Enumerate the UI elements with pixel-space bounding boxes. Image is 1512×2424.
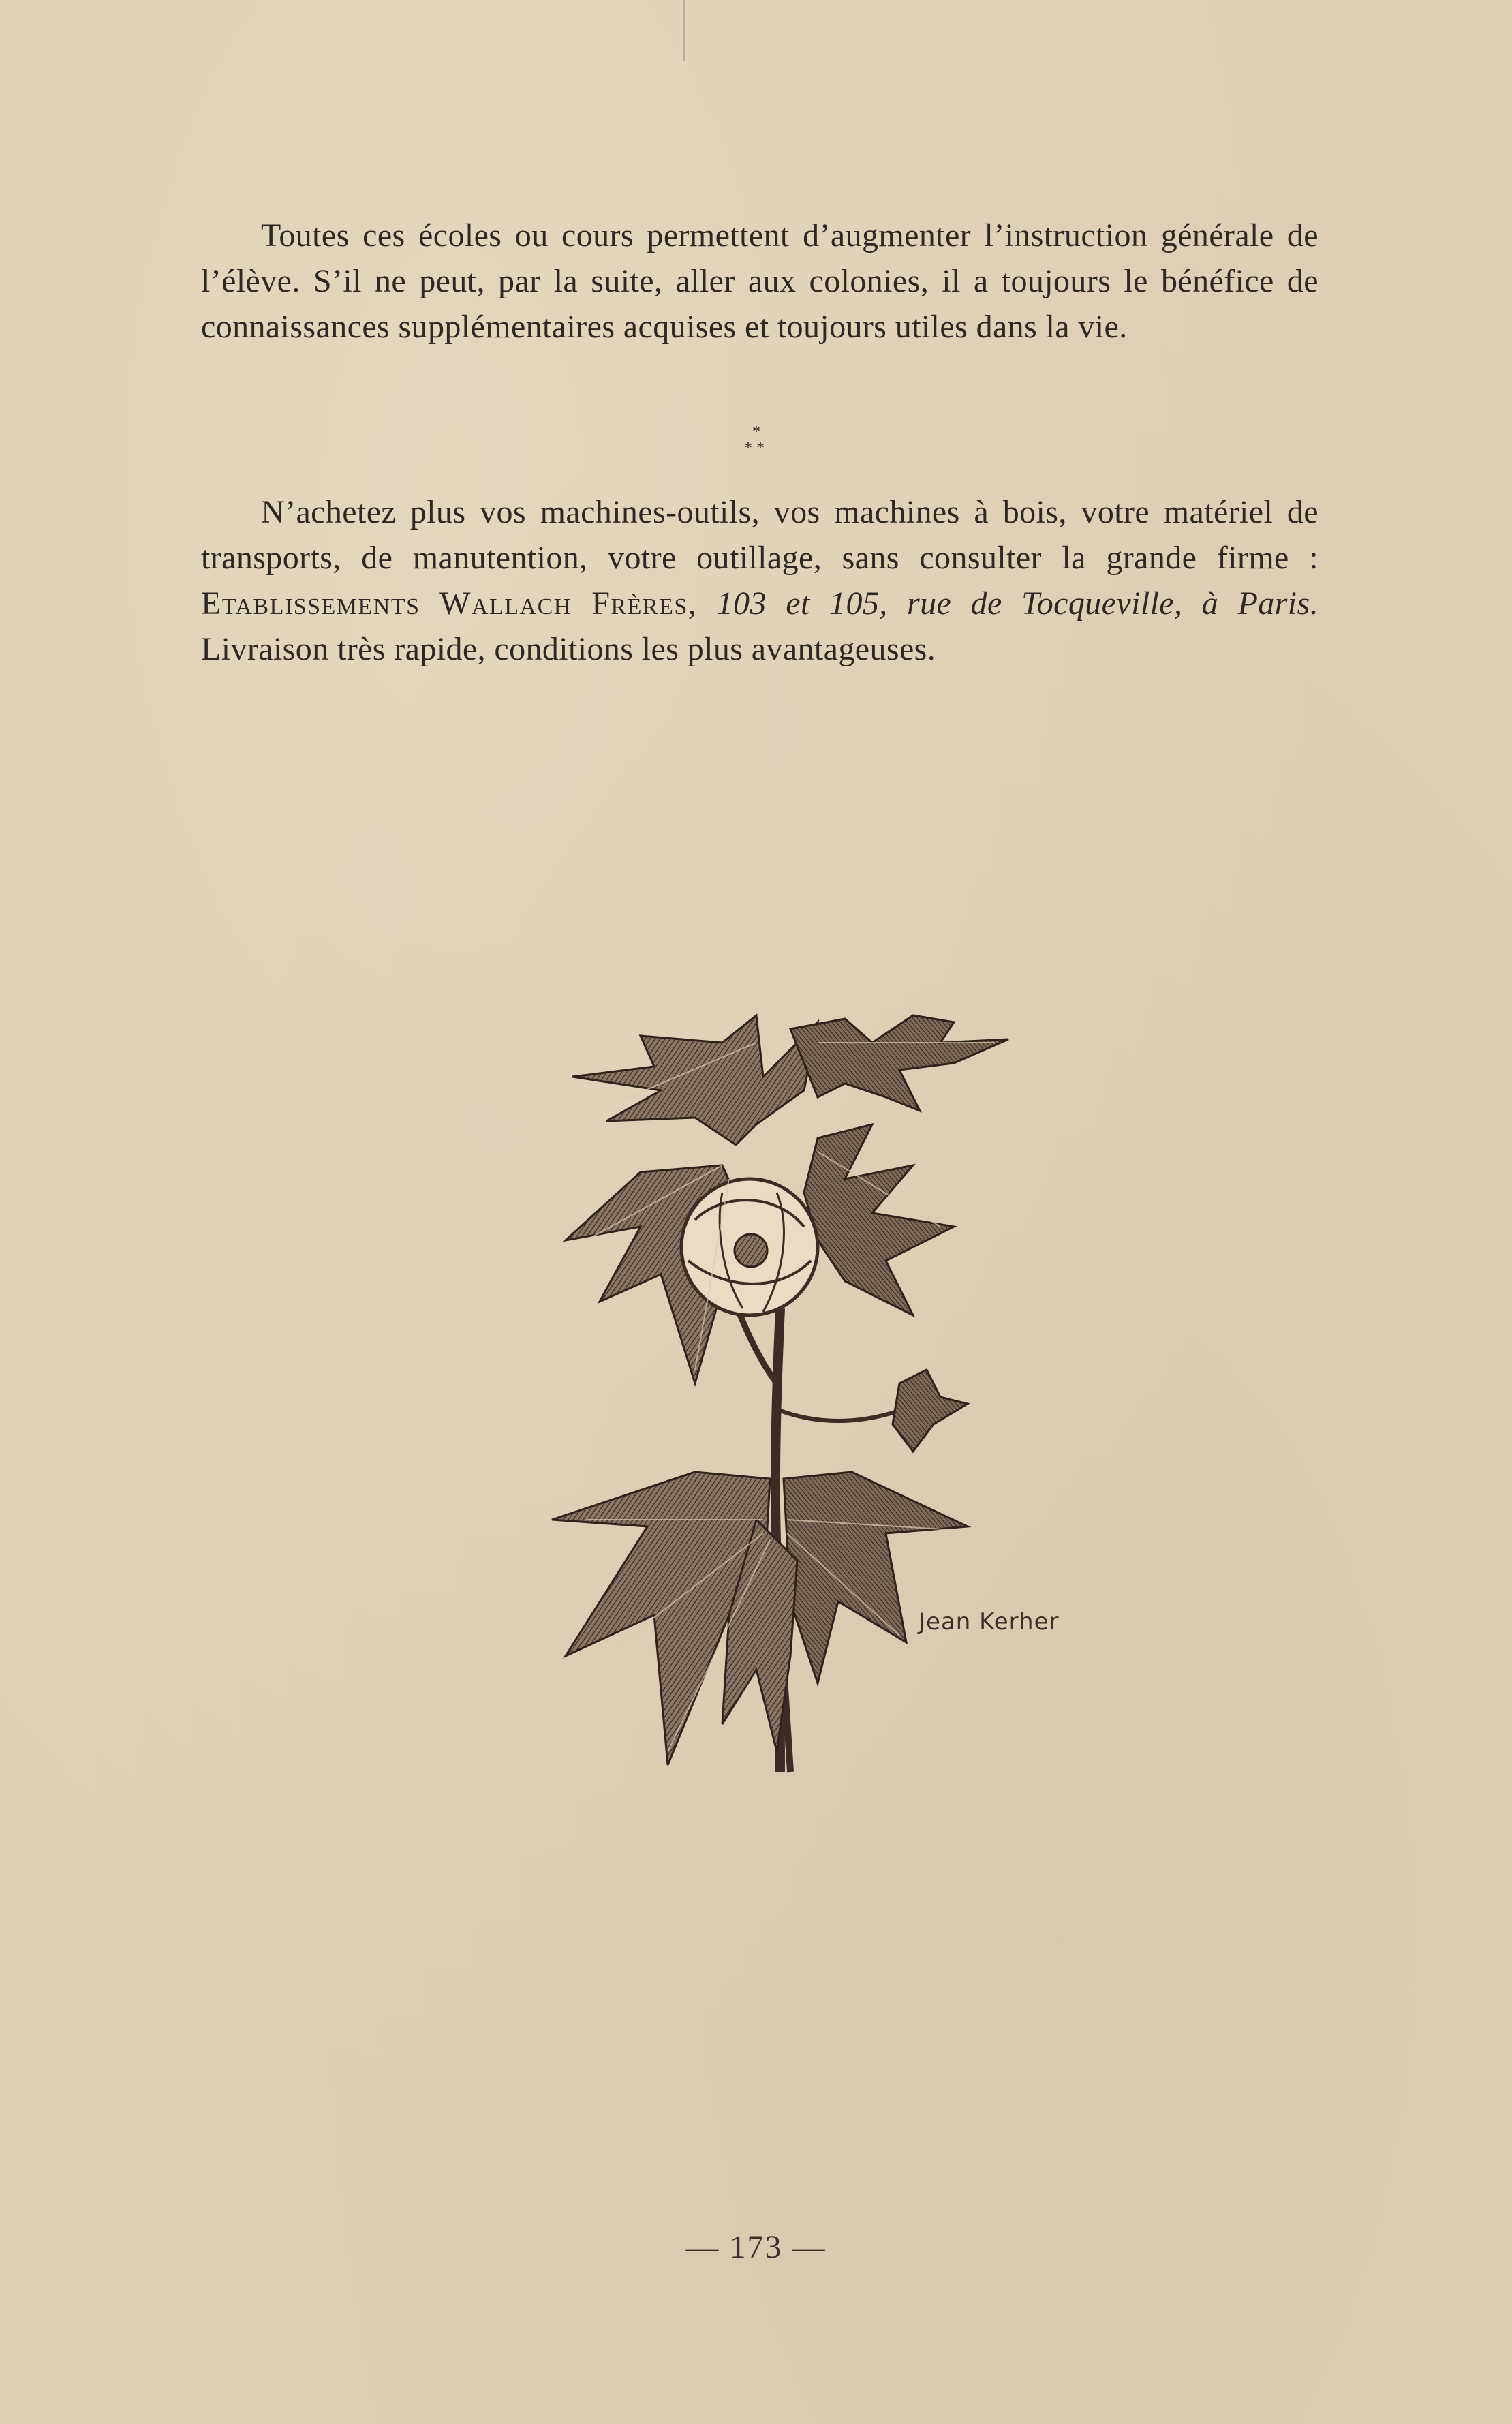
artist-signature: Jean Kerher [919,1608,1060,1636]
firm-address: 103 et 105, rue de Tocqueville, à Paris. [697,585,1318,622]
asterism-top: * [752,423,760,441]
binding-mark [683,0,685,61]
firm-name: Etablissements Wallach Frères, [201,585,698,622]
lower-right-leaf [784,1472,968,1683]
page-number: — 173 — [685,2229,827,2265]
middle-right-leaf [804,1124,954,1315]
side-branch [780,1411,899,1421]
flower-bud [893,1370,968,1452]
cotton-plant-illustration [436,1002,1111,1785]
asterism-separator [736,424,777,458]
cotton-flower [681,1179,818,1315]
paragraph-schools-text: Toutes ces écoles ou cours permettent d’augmenter l’instruction générale de l’élève. S’il ne peut, par la suite, aller aux colonies, il a toujours le bénéfice de connaissances supplémentaires acquises et toujours utiles dans la vie. [201,217,1318,345]
advertisement-conditions: Livraison très rapide, conditions les plus avantageuses. [201,631,936,667]
advertisement-text [201,489,1318,672]
paragraph-advertisement [201,489,1318,672]
paragraph-schools [201,213,1318,350]
asterism-bottom: ** [744,440,769,457]
top-right-leaf [790,1015,1008,1111]
top-left-leaf [572,1015,818,1145]
advertisement-intro: N’achetez plus vos machines-outils, vos machines à bois, votre matériel de transports, de manutention, votre outillage, sans consulter la grande firme : [201,494,1318,576]
